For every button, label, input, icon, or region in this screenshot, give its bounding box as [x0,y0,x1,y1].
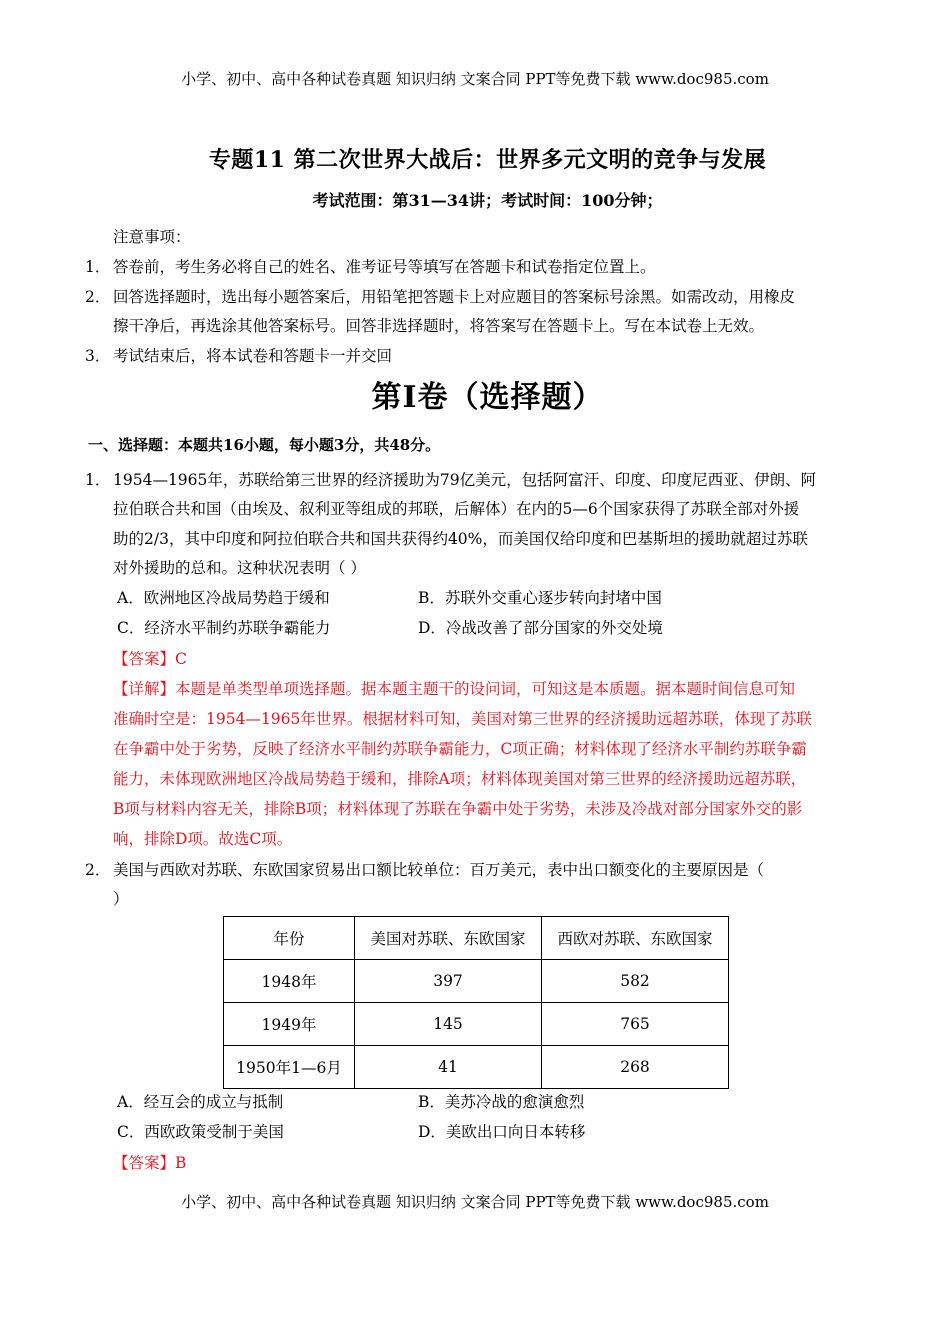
notice-item-text: 回答选择题时，选出每小题答案后，用铅笔把答题卡上对应题目的答案标号涂黑。如需改动，用橡皮 [113,288,796,306]
explanation-line: 响，排除D项。故选C项。 [113,830,293,848]
question-number: 1． [85,471,111,489]
table-cell: 268 [542,1046,729,1089]
explanation-line: 能力，未体现欧洲地区冷战局势趋于缓和，排除A项；材料体现美国对第三世界的经济援助远超苏联， [113,770,807,788]
option-b: B．苏联外交重心逐步转向封堵中国 [418,589,662,607]
question-stem-line: 对外援助的总和。这种状况表明（ ） [113,559,366,577]
question-stem-line: 1954—1965年，苏联给第三世界的经济援助为79亿美元，包括阿富汗、印度、印度尼西亚、伊朗、阿 [113,471,817,489]
exam-info: 考试范围：第31—34讲；考试时间：100分钟； [312,191,663,210]
option-c: C．西欧政策受制于美国 [117,1123,284,1141]
part-heading: 一、选择题：本题共16小题，每小题3分，共48分。 [88,436,441,454]
notice-heading: 注意事项： [113,228,191,246]
section-title: 第I卷（选择题） [371,380,604,415]
table-cell: 145 [355,1003,542,1046]
question-stem-line: ） [113,890,129,908]
document-title: 专题11 第二次世界大战后：世界多元文明的竞争与发展 [208,147,767,173]
page-header: 小学、初中、高中各种试卷真题 知识归纳 文案合同 PPT等免费下载 www.doc985.com [181,70,769,88]
table-cell: 41 [355,1046,542,1089]
table-cell: 1948年 [224,960,355,1003]
question-stem-line: 助的2/3，其中印度和阿拉伯联合共和国共获得约40%，而美国仅给印度和巴基斯坦的援助就超过苏联 [113,530,808,548]
option-d: D．美欧出口向日本转移 [418,1123,586,1141]
explanation-line: 在争霸中处于劣势，反映了经济水平制约苏联争霸能力，C项正确；材料体现了经济水平制约苏联争霸 [113,740,807,758]
option-c: C．经济水平制约苏联争霸能力 [117,619,331,637]
question-number: 2． [85,861,111,879]
table-cell: 765 [542,1003,729,1046]
table-row [224,960,729,1003]
page-footer: 小学、初中、高中各种试卷真题 知识归纳 文案合同 PPT等免费下载 www.doc985.com [181,1193,769,1211]
table-header-row [224,917,729,960]
notice-item-number: 3． [85,347,111,365]
notice-item-text: 擦干净后，再选涂其他答案标号。回答非选择题时，将答案写在答题卡上。写在本试卷上无效。 [113,317,765,335]
table-header-cell: 年份 [224,917,355,960]
export-table [223,916,729,1089]
table-cell: 582 [542,960,729,1003]
table-cell: 1949年 [224,1003,355,1046]
explanation-line: 准确时空是：1954—1965年世界。根据材料可知，美国对第三世界的经济援助远超苏联，体现了苏联 [113,710,812,728]
table-row [224,1003,729,1046]
question-stem-line: 美国与西欧对苏联、东欧国家贸易出口额比较单位：百万美元，表中出口额变化的主要原因是（ [113,861,765,879]
notice-item-text: 考试结束后，将本试卷和答题卡一并交回 [113,347,393,365]
question-stem-line: 拉伯联合共和国（由埃及、叙利亚等组成的邦联，后解体）在内的5—6个国家获得了苏联全部对外援 [113,500,800,518]
explanation-line: B项与材料内容无关，排除B项；材料体现了苏联在争霸中处于劣势，未涉及冷战对部分国家外交的影 [113,800,803,818]
notice-item-number: 1． [85,258,111,276]
table-row [224,1046,729,1089]
answer-label: 【答案】B [113,1154,187,1172]
notice-item-text: 答卷前，考生务必将自己的姓名、准考证号等填写在答题卡和试卷指定位置上。 [113,258,656,276]
table-header-cell: 西欧对苏联、东欧国家 [542,917,729,960]
table-cell: 397 [355,960,542,1003]
notice-item-number: 2． [85,288,111,306]
option-b: B．美苏冷战的愈演愈烈 [418,1093,585,1111]
table-cell: 1950年1—6月 [224,1046,355,1089]
option-a: A．欧洲地区冷战局势趋于缓和 [117,589,330,607]
option-a: A．经互会的成立与抵制 [117,1093,284,1111]
answer-label: 【答案】C [113,650,187,668]
explanation-line: 【详解】本题是单类型单项选择题。据本题主题干的设问词，可知这是本质题。据本题时间信息可知 [113,680,796,698]
option-d: D．冷战改善了部分国家的外交处境 [418,619,663,637]
table-header-cell: 美国对苏联、东欧国家 [355,917,542,960]
